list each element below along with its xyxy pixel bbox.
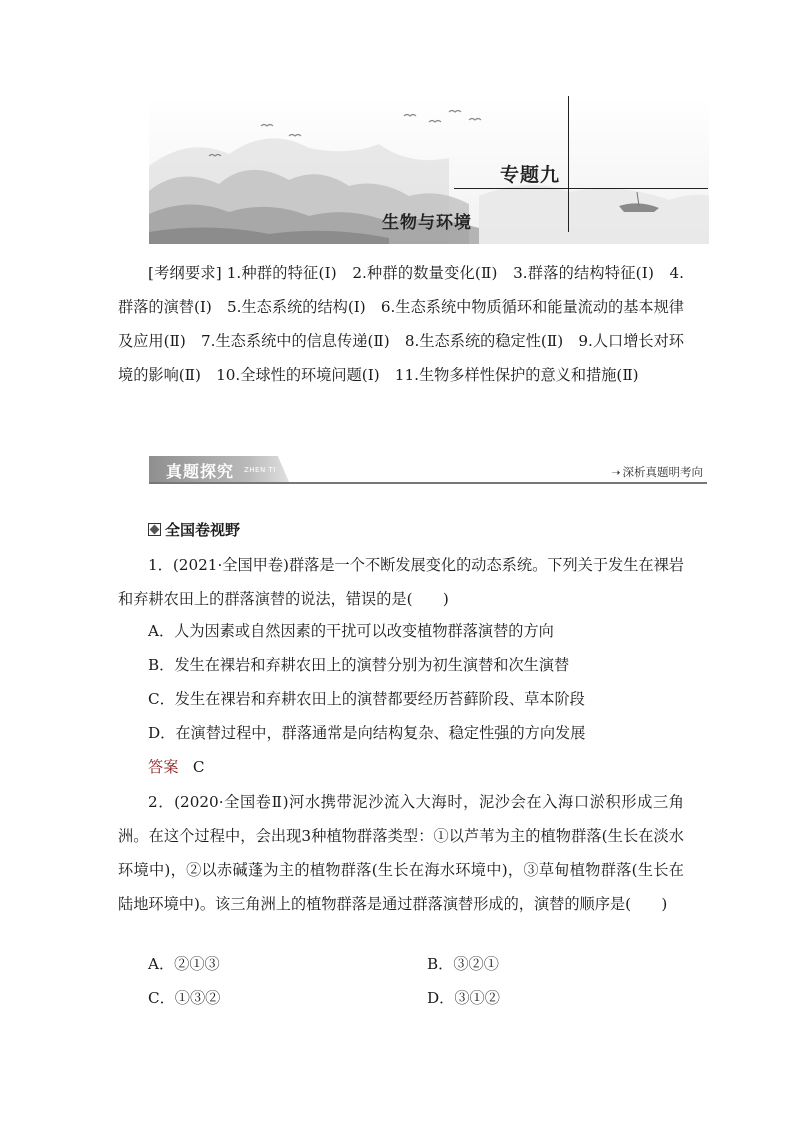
syllabus-label: [考纲要求] bbox=[148, 264, 222, 282]
section-tagline-text: 深析真题明考向 bbox=[622, 465, 703, 479]
question-1-answer bbox=[148, 756, 204, 777]
subsection-label: 全国卷视野 bbox=[165, 521, 241, 539]
diamond-icon bbox=[148, 523, 161, 536]
answer-label: 答案 bbox=[148, 758, 179, 776]
section-underline bbox=[149, 482, 707, 484]
question-2-option-c: C．①③② bbox=[148, 989, 221, 1007]
banner-vertical-rule bbox=[568, 96, 569, 232]
syllabus-requirements bbox=[118, 256, 684, 392]
question-1-option-c: C．发生在裸岩和弃耕农田上的演替都要经历苔藓阶段、草本阶段 bbox=[148, 690, 585, 708]
question-2-option-b: B．③②① bbox=[427, 955, 499, 973]
section-tab-pinyin: ZHEN TI bbox=[244, 466, 276, 474]
question-2-stem: 2．(2020·全国卷Ⅱ)河水携带泥沙流入大海时，泥沙会在入海口淤积形成三角洲。在这个过程中，会出现3种植物群落类型：①以芦苇为主的植物群落(生长在淡水环境中)，②以赤碱蓬为主的植物群落(生长在海水环境中)，③草甸植物群落(生长在陆地环境中)。该三角洲上的植物群落是通过群落演替形成的，演替的顺序是( ) bbox=[118, 793, 684, 913]
section-header bbox=[149, 456, 707, 484]
arrow-icon: ➝ bbox=[611, 466, 621, 479]
section-tagline bbox=[611, 464, 703, 480]
question-2-option-d: D．③①② bbox=[427, 989, 500, 1007]
question-1-option-b: B．发生在裸岩和弃耕农田上的演替分别为初生演替和次生演替 bbox=[148, 656, 570, 674]
question-2-option-a: A．②①③ bbox=[148, 955, 220, 973]
chapter-number: 专题九 bbox=[499, 164, 560, 186]
question-1-option-d: D．在演替过程中，群落通常是向结构复杂、稳定性强的方向发展 bbox=[148, 724, 586, 742]
answer-value: C bbox=[192, 758, 205, 776]
banner-horizontal-rule bbox=[454, 188, 708, 189]
subsection-heading bbox=[148, 519, 240, 540]
syllabus-text: 1.种群的特征(Ⅰ) 2.种群的数量变化(Ⅱ) 3.群落的结构特征(Ⅰ) 4.群落的演替(Ⅰ) 5.生态系统的结构(Ⅰ) 6.生态系统中物质循环和能量流动的基本规律及应用(Ⅱ) 7.生态系统中的信息传递(Ⅱ) 8.生态系统的稳定性(Ⅱ) 9.人口增长对环境的影响(Ⅱ) 10.全球性的环境问题(Ⅰ) 11.生物多样性保护的意义和措施(Ⅱ) bbox=[118, 264, 684, 384]
section-tab-label: 真题探究 bbox=[166, 462, 235, 481]
question-1-stem: 1．(2021·全国甲卷)群落是一个不断发展变化的动态系统。下列关于发生在裸岩和弃耕农田上的群落演替的说法，错误的是( ) bbox=[118, 556, 684, 608]
chapter-title: 生物与环境 bbox=[382, 213, 472, 233]
question-1-option-a: A．人为因素或自然因素的干扰可以改变植物群落演替的方向 bbox=[148, 622, 554, 640]
